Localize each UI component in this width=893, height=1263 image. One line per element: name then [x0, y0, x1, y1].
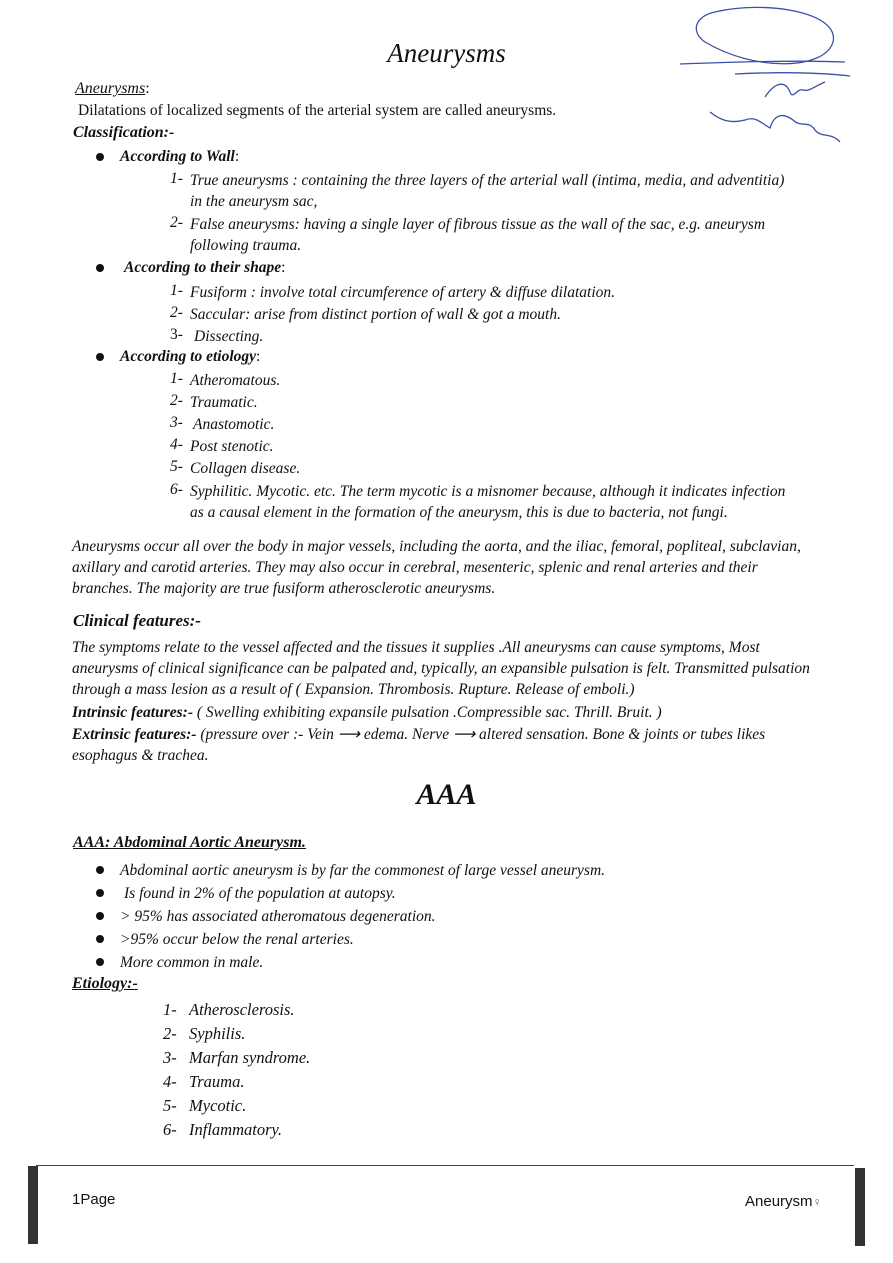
aaa-etiology-number: 3- — [163, 1048, 177, 1067]
aaa-heading: AAA: Abdominal Aortic Aneurysm. — [73, 834, 306, 851]
bullet — [96, 153, 104, 161]
wall-heading-colon: : — [234, 148, 240, 165]
wall-item-text — [190, 170, 784, 212]
aaa-etiology-text: Inflammatory. — [189, 1120, 283, 1139]
intrinsic-label: Intrinsic features:- — [72, 704, 193, 721]
wall-item-number: 2- — [170, 214, 183, 231]
footer-divider — [36, 1165, 854, 1166]
aaa-bullet-text: More common in male. — [120, 954, 264, 971]
aaa-etiology-number: 6- — [163, 1120, 177, 1139]
bullet — [96, 912, 104, 920]
wall-item-line: False aneurysms: having a single layer of fibrous tissue as the wall of the sac, e.g. aneurysm — [190, 216, 766, 233]
aaa-bullet-text: >95% occur below the renal arteries. — [120, 931, 354, 948]
footer-left-bar — [28, 1166, 38, 1244]
etiology-item-number: 6- — [170, 481, 183, 498]
footer-doc-label: Aneurysm — [745, 1193, 813, 1210]
aaa-etiology-text: Trauma. — [189, 1072, 245, 1091]
shape-heading-label: According to their shape — [124, 259, 282, 276]
etiology-heading — [120, 348, 260, 366]
etiology-item-text: Atheromatous. — [190, 372, 281, 389]
paragraph-line: The symptoms relate to the vessel affected and the tissues it supplies .All aneurysms can cause symptoms, Most — [72, 639, 760, 656]
signature-image — [675, 2, 865, 152]
etiology-item-text: Collagen disease. — [190, 460, 301, 477]
paragraph-line: aneurysms of clinical significance can be palpated and, typically, an expansible pulsation is felt. Transmitted pulsation — [72, 660, 810, 677]
clinical-heading: Clinical features:- — [73, 611, 201, 630]
shape-item-text: Dissecting. — [194, 328, 264, 345]
wall-item-line: True aneurysms : containing the three layers of the arterial wall (intima, media, and adventitia) — [190, 172, 785, 189]
aaa-title: AAA — [416, 778, 477, 811]
intrinsic-text: ( Swelling exhibiting expansile pulsation .Compressible sac. Thrill. Bruit. ) — [193, 704, 662, 721]
bullet — [96, 935, 104, 943]
aaa-bullet-text: Abdominal aortic aneurysm is by far the commonest of large vessel aneurysm. — [120, 862, 606, 879]
footer-right-bar — [855, 1168, 865, 1246]
shape-heading-colon: : — [281, 259, 286, 276]
etiology-heading-label: According to etiology — [120, 348, 257, 365]
extrinsic-features — [72, 724, 765, 766]
shape-item-text: Saccular: arise from distinct portion of wall & got a mouth. — [190, 306, 561, 323]
etiology-item-line: as a causal element in the formation of the aneurysm, this is due to bacteria, not fungi. — [190, 504, 728, 521]
aaa-etiology-heading: Etiology:- — [72, 975, 138, 992]
aneurysms-label: Aneurysms — [75, 80, 146, 97]
aaa-etiology-text: Marfan syndrome. — [189, 1048, 311, 1067]
page-title: Aneurysms — [387, 38, 506, 68]
intrinsic-features — [72, 702, 662, 723]
aaa-bullet-text: > 95% has associated atheromatous degeneration. — [120, 908, 436, 925]
footer-doc-title — [745, 1193, 822, 1210]
wall-item-number: 1- — [170, 170, 183, 187]
etiology-item-number: 1- — [170, 370, 183, 387]
aaa-etiology-text: Mycotic. — [189, 1096, 247, 1115]
occurrence-paragraph — [72, 536, 832, 599]
aneurysms-heading — [75, 80, 150, 98]
wall-item-line: in the aneurysm sac, — [190, 193, 318, 210]
etiology-item-text — [190, 481, 785, 523]
aaa-etiology-number: 5- — [163, 1096, 177, 1115]
etiology-item-text: Anastomotic. — [193, 416, 275, 433]
shape-item-number: 1- — [170, 282, 183, 299]
wall-item-line: following trauma. — [190, 237, 302, 254]
aaa-bullet-text: Is found in 2% of the population at autopsy. — [124, 885, 396, 902]
extrinsic-text-line2: esophagus & trachea. — [72, 747, 209, 764]
extrinsic-text: (pressure over :- Vein ⟶ edema. Nerve ⟶ altered sensation. Bone & joints or tubes likes — [196, 726, 766, 743]
bullet — [96, 958, 104, 966]
bullet — [96, 264, 104, 272]
bullet — [96, 889, 104, 897]
bullet — [96, 866, 104, 874]
etiology-heading-colon: : — [256, 348, 261, 365]
shape-heading — [124, 259, 285, 277]
extrinsic-label: Extrinsic features:- — [72, 726, 197, 743]
footer-mark-icon: ♀ — [812, 1195, 822, 1209]
wall-heading — [120, 148, 239, 166]
aaa-etiology-number: 4- — [163, 1072, 177, 1091]
etiology-item-number: 4- — [170, 436, 183, 453]
etiology-item-number: 5- — [170, 458, 183, 475]
aaa-etiology-number: 2- — [163, 1024, 177, 1043]
shape-item-number: 2- — [170, 304, 183, 321]
aaa-etiology-number: 1- — [163, 1000, 177, 1019]
wall-heading-label: According to Wall — [120, 148, 235, 165]
paragraph-line: axillary and carotid arteries. They may also occur in cerebral, mesenteric, splenic and renal arteries and their — [72, 559, 758, 576]
shape-item-text: Fusiform : involve total circumference of artery & diffuse dilatation. — [190, 284, 616, 301]
etiology-item-text: Traumatic. — [190, 394, 258, 411]
definition-text: Dilatations of localized segments of the arterial system are called aneurysms. — [78, 102, 557, 119]
shape-item-number: 3- — [170, 326, 183, 343]
etiology-item-text: Post stenotic. — [190, 438, 274, 455]
etiology-item-number: 2- — [170, 392, 183, 409]
paragraph-line: Aneurysms occur all over the body in major vessels, including the aorta, and the iliac, femoral, popliteal, subclavian, — [72, 538, 801, 555]
aaa-etiology-text: Atherosclerosis. — [189, 1000, 295, 1019]
classification-heading: Classification:- — [73, 124, 175, 141]
paragraph-line: branches. The majority are true fusiform atherosclerotic aneurysms. — [72, 580, 496, 597]
bullet — [96, 353, 104, 361]
aaa-etiology-text: Syphilis. — [189, 1024, 246, 1043]
etiology-item-line: Syphilitic. Mycotic. etc. The term mycotic is a misnomer because, although it indicates infection — [190, 483, 786, 500]
aneurysms-colon: : — [145, 80, 150, 97]
footer-page-number: 1Page — [72, 1191, 116, 1208]
wall-item-text — [190, 214, 765, 256]
clinical-paragraph — [72, 637, 832, 700]
paragraph-line: through a mass lesion as a result of ( Expansion. Thrombosis. Rupture. Release of emboli.) — [72, 681, 635, 698]
etiology-item-number: 3- — [170, 414, 183, 431]
